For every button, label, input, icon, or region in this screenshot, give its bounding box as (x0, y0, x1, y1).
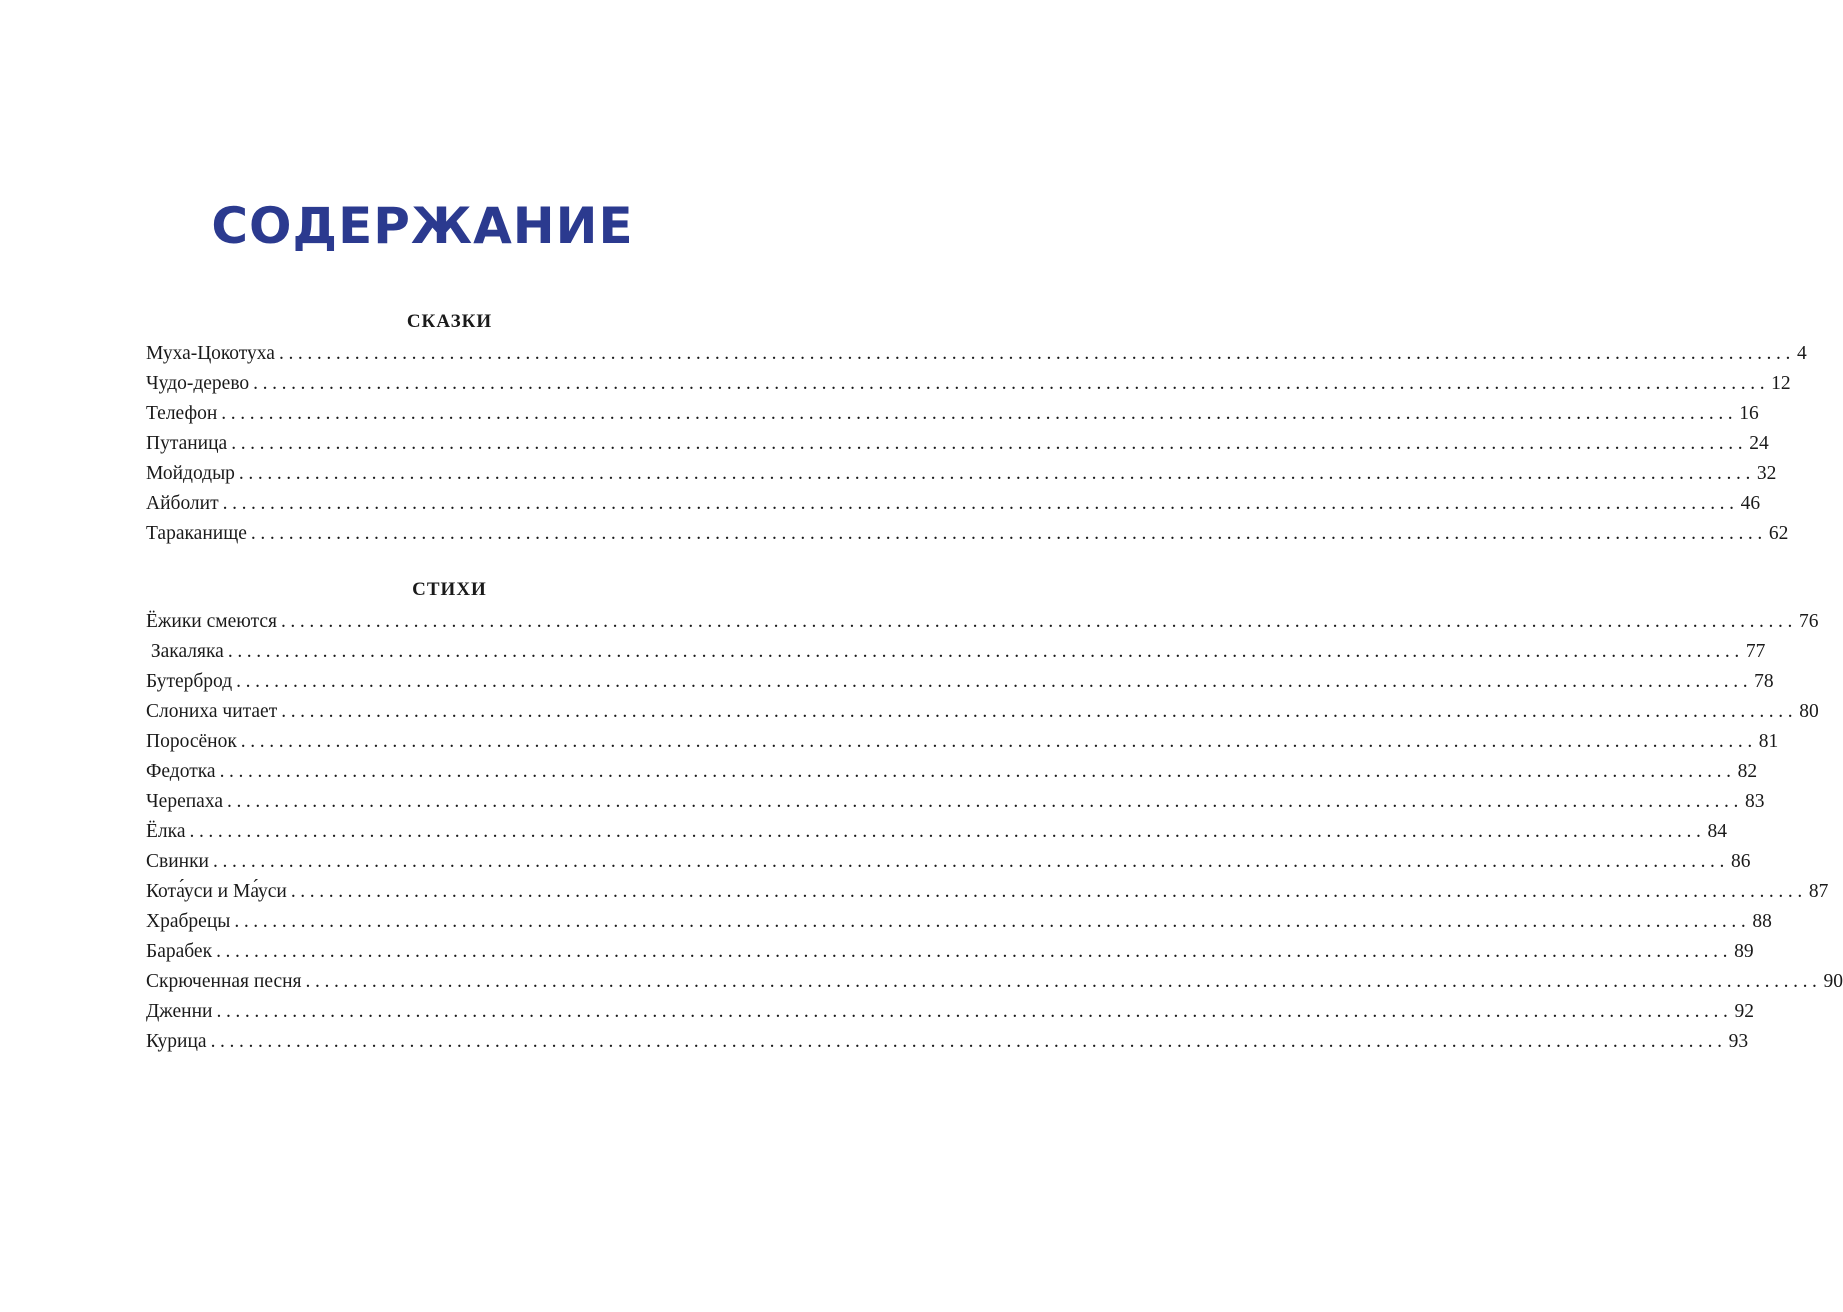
dot-leader: ................................................................................................................................................................ (236, 671, 1753, 692)
dot-leader: ................................................................................................................................................................ (250, 523, 1767, 544)
toc-entry-title: Храбрецы (146, 911, 231, 932)
page-title: СОДЕРЖАНИЕ (211, 197, 634, 255)
toc-entry-title: Курица (146, 1031, 207, 1052)
toc-section-poems (146, 577, 1843, 1057)
toc-entry[interactable] (146, 637, 1766, 667)
dot-leader: ................................................................................................................................................................ (222, 493, 1739, 514)
toc-entry-page-number: 92 (1734, 1001, 1754, 1022)
dot-leader: ................................................................................................................................................................ (189, 821, 1706, 842)
dot-leader: ................................................................................................................................................................ (227, 641, 1744, 662)
toc-entry[interactable] (146, 997, 1754, 1027)
dot-leader: ................................................................................................................................................................ (226, 791, 1743, 812)
toc-list (146, 607, 1843, 1057)
toc-entry-page-number: 86 (1731, 851, 1751, 872)
toc-entry-title: Телефон (146, 403, 218, 424)
toc-entry-title: Ёлка (146, 821, 186, 842)
dot-leader: ................................................................................................................................................................ (210, 1031, 1727, 1052)
toc-entry[interactable] (146, 459, 1777, 489)
toc-entry-title: Барабек (146, 941, 213, 962)
dot-leader: ................................................................................................................................................................ (253, 373, 1770, 394)
toc-entry-page-number: 88 (1752, 911, 1772, 932)
toc-entry[interactable] (146, 937, 1754, 967)
dot-leader: ................................................................................................................................................................ (281, 701, 1798, 722)
section-heading: СТИХИ (412, 579, 487, 600)
toc-entry-title: Закаляка (146, 641, 224, 662)
dot-leader: ................................................................................................................................................................ (213, 851, 1729, 872)
dot-leader: ................................................................................................................................................................ (219, 761, 1736, 782)
toc-entry[interactable] (146, 847, 1751, 877)
dot-leader: ................................................................................................................................................................ (240, 731, 1757, 752)
dot-leader: ................................................................................................................................................................ (238, 463, 1755, 484)
toc-entry-page-number: 32 (1756, 463, 1777, 484)
toc-entry[interactable] (146, 339, 1807, 369)
toc-entry[interactable] (146, 817, 1727, 847)
dot-leader: ................................................................................................................................................................ (221, 403, 1738, 424)
toc-entry-page-number: 78 (1754, 671, 1774, 692)
toc-entry-page-number: 12 (1771, 373, 1791, 394)
toc-entry-title: Скрюченная песня (146, 971, 302, 992)
toc-entry-title: Ёжики смеются (146, 611, 277, 632)
dot-leader: ................................................................................................................................................................ (280, 611, 1797, 632)
toc-entry[interactable] (146, 369, 1791, 399)
toc-entry[interactable] (146, 877, 1829, 907)
toc-entry[interactable] (146, 757, 1758, 787)
toc-entry-title: Мойдодыр (146, 463, 235, 484)
toc-entry-title: Черепаха (146, 791, 223, 812)
toc-entry-title: Свинки (146, 851, 209, 872)
toc-list (146, 339, 1807, 549)
dot-leader: ................................................................................................................................................................ (216, 1001, 1733, 1022)
dot-leader: ................................................................................................................................................................ (216, 941, 1733, 962)
toc-entry[interactable] (146, 697, 1819, 727)
toc-entry[interactable] (146, 787, 1765, 817)
toc-entry[interactable] (146, 727, 1779, 757)
section-heading: СКАЗКИ (406, 311, 493, 332)
toc-entry-title: Федотка (146, 761, 216, 782)
dot-leader: ................................................................................................................................................................ (305, 971, 1822, 992)
toc-entry-title: Путаница (146, 433, 228, 454)
toc-entry[interactable] (146, 399, 1759, 429)
toc-entry-page-number: 80 (1799, 701, 1819, 722)
toc-entry-title: Слониха читает (146, 701, 278, 722)
toc-entry-title: Бутерброд (146, 671, 233, 692)
toc-entry-page-number: 84 (1707, 821, 1727, 842)
toc-entry-page-number: 90 (1823, 971, 1843, 992)
toc-entry[interactable] (146, 607, 1819, 637)
toc-entry-title: Тараканище (146, 523, 247, 544)
toc-entry-title: Дженни (146, 1001, 213, 1022)
toc-entry[interactable] (146, 429, 1769, 459)
toc-entry-page-number: 76 (1798, 611, 1819, 632)
toc-entry-title: Айболит (146, 493, 219, 514)
toc-entry[interactable] (146, 1027, 1749, 1057)
toc-entry-title: Муха-Цокотуха (146, 343, 275, 364)
toc-entry-page-number: 62 (1768, 523, 1789, 544)
toc-entry-page-number: 24 (1749, 433, 1769, 454)
dot-leader: ................................................................................................................................................................ (231, 433, 1748, 454)
toc-entry[interactable] (146, 967, 1843, 997)
dot-leader: ................................................................................................................................................................ (290, 881, 1807, 902)
dot-leader: ................................................................................................................................................................ (234, 911, 1751, 932)
toc-entry-title: Чудо-дерево (146, 373, 250, 394)
toc-entry-title: Поросёнок (146, 731, 237, 752)
dot-leader: ................................................................................................................................................................ (278, 343, 1795, 364)
toc-entry-page-number: 81 (1758, 731, 1779, 752)
toc-entry-page-number: 16 (1739, 403, 1759, 424)
toc-entry-page-number: 89 (1734, 941, 1754, 962)
toc-entry-page-number: 83 (1744, 791, 1765, 812)
toc-entry-page-number: 87 (1808, 881, 1829, 902)
toc-entry-page-number: 77 (1745, 641, 1766, 662)
toc-section-fairy-tales (146, 309, 1807, 549)
toc-entry[interactable] (146, 489, 1761, 519)
toc-entry-title: Кота́уси и Ма́уси (146, 881, 287, 902)
toc-entry-page-number: 93 (1728, 1031, 1749, 1052)
toc-entry-page-number: 82 (1737, 761, 1758, 782)
toc-entry[interactable] (146, 907, 1772, 937)
toc-entry[interactable] (146, 519, 1789, 549)
toc-entry[interactable] (146, 667, 1774, 697)
toc-entry-page-number: 4 (1796, 343, 1807, 364)
toc-entry-page-number: 46 (1740, 493, 1761, 514)
